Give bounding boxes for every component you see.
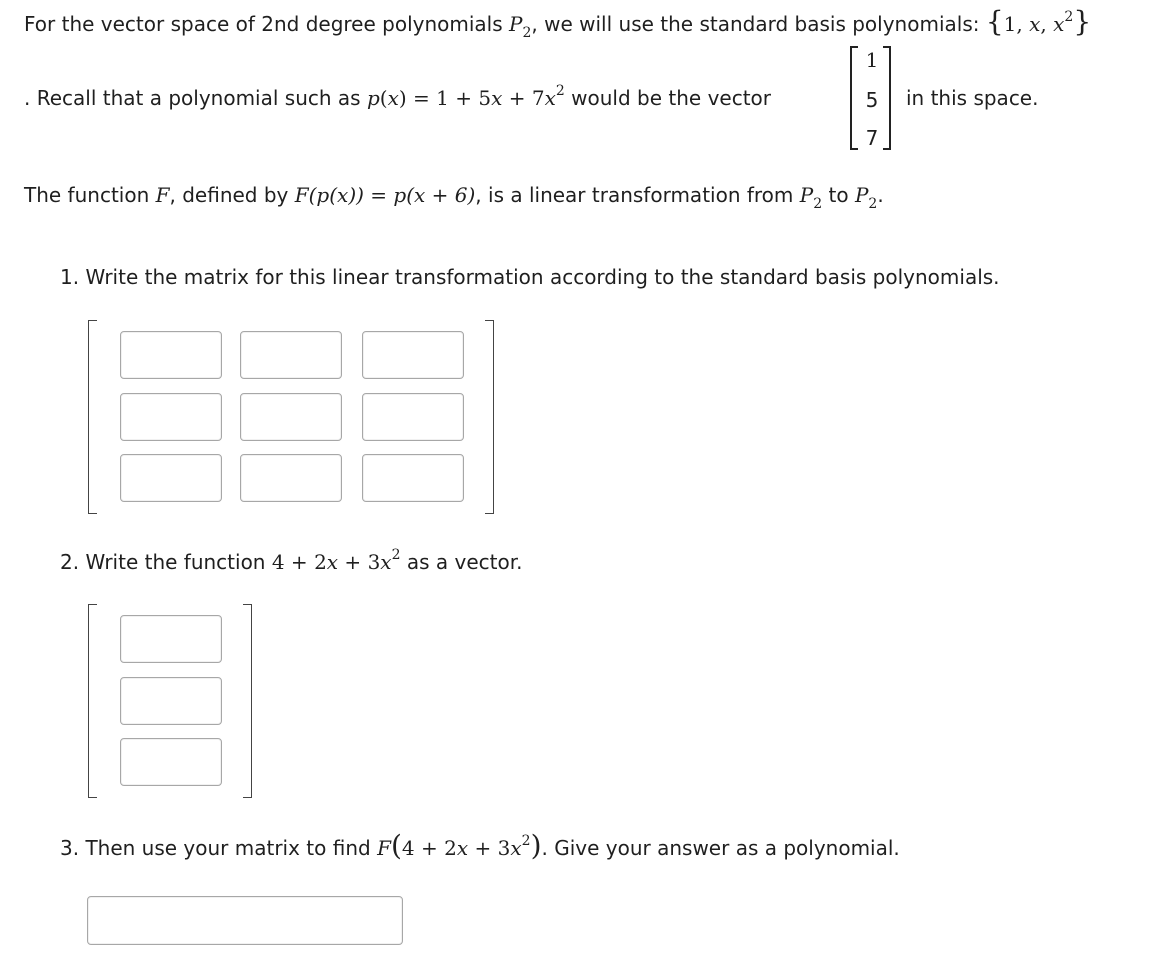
def-expr-right: p(x + 6) (393, 183, 476, 207)
coef-0: 4 (271, 550, 285, 574)
plus-sign: + (448, 86, 479, 110)
equals-sign: = (406, 86, 437, 110)
matrix-cell-r2-c3[interactable] (362, 393, 464, 441)
space-letter: P (799, 183, 814, 207)
polynomial-answer-input[interactable] (87, 896, 403, 945)
vector-answer-left-bracket (88, 604, 97, 798)
paren: ( (379, 86, 388, 110)
question-3-text: 3. Then use your matrix to find (60, 836, 378, 860)
basis-open-brace: { (985, 5, 1004, 38)
paren: ) (530, 829, 542, 862)
recall-period: . (24, 86, 31, 110)
question-1-label (60, 263, 1000, 291)
matrix-cell-r1-c1[interactable] (120, 331, 222, 379)
intro-text-mid: , we will use the standard basis polynomials: (531, 12, 986, 36)
equals-sign: = (363, 183, 394, 207)
def-expr-left: F(p(x)) (294, 183, 364, 207)
space-subscript: 2 (813, 196, 823, 212)
coef-0: 1 (436, 86, 449, 110)
plus-sign: + (338, 550, 368, 574)
var-x: x (510, 836, 522, 860)
def-end: . (877, 183, 884, 207)
question-3-text-after: . Give your answer as a polynomial. (541, 836, 900, 860)
space-subscript: 2 (522, 25, 532, 41)
matrix-cell-r1-c3[interactable] (362, 331, 464, 379)
recall-text-mid: would be the vector (564, 86, 772, 110)
basis-exponent: 2 (1064, 9, 1074, 25)
plus-sign: + (468, 836, 498, 860)
question-1-text: 1. Write the matrix for this linear transformation according to the standard basis polynomials. (60, 265, 1000, 289)
exponent: 2 (521, 833, 531, 849)
coef-1: 2 (314, 550, 327, 574)
coef-2: 7 (531, 86, 545, 110)
basis-comma: , (1040, 12, 1047, 36)
matrix-cell-r2-c1[interactable] (120, 393, 222, 441)
vector-cell-2[interactable] (120, 677, 222, 725)
to-word: to (822, 183, 855, 207)
basis-comma: , (1016, 12, 1023, 36)
vector-entry: 7 (865, 126, 879, 150)
question-2-text-after: as a vector. (400, 550, 523, 574)
vector-right-bracket (883, 46, 891, 150)
vector-cell-1[interactable] (120, 615, 222, 663)
intro-text: For the vector space of 2nd degree polynomials (24, 12, 510, 36)
question-2-label (60, 548, 522, 579)
poly-name: p (366, 86, 380, 110)
paren: ( (390, 829, 402, 862)
space-letter: P (509, 12, 523, 36)
coef-2: 3 (497, 836, 511, 860)
recall-tail (906, 84, 1038, 112)
recall-line (24, 84, 771, 115)
matrix-left-bracket (88, 320, 97, 514)
matrix-cell-r3-c2[interactable] (240, 454, 342, 502)
vector-entry: 1 (865, 48, 879, 72)
matrix-cell-r1-c2[interactable] (240, 331, 342, 379)
coef-1: 2 (444, 836, 457, 860)
matrix-cell-r2-c2[interactable] (240, 393, 342, 441)
basis-close-brace: } (1073, 5, 1092, 38)
vector-entry: 5 (865, 88, 879, 112)
var-x: x (544, 86, 556, 110)
question-2-text: 2. Write the function (60, 550, 272, 574)
vector-answer-right-bracket (243, 604, 252, 798)
recall-text: Recall that a polynomial such as (30, 86, 367, 110)
space-subscript: 2 (868, 196, 878, 212)
coef-1: 5 (478, 86, 492, 110)
def-text: The function (24, 183, 156, 207)
exponent: 2 (555, 83, 565, 99)
function-name: F (377, 836, 391, 860)
basis-one: 1 (1003, 12, 1017, 36)
basis-x: x (1029, 12, 1041, 36)
question-3-label (60, 829, 900, 865)
def-text-after: , is a linear transformation from (475, 183, 800, 207)
matrix-right-bracket (485, 320, 494, 514)
matrix-cell-r3-c3[interactable] (362, 454, 464, 502)
vector-left-bracket (850, 46, 858, 150)
var-x: x (380, 550, 392, 574)
plus-sign: + (284, 550, 315, 574)
plus-sign: + (414, 836, 445, 860)
vector-cell-3[interactable] (120, 738, 222, 786)
var-x: x (326, 550, 339, 574)
var-x: x (456, 836, 469, 860)
matrix-cell-r3-c1[interactable] (120, 454, 222, 502)
exponent: 2 (391, 547, 401, 563)
def-text-mid: , defined by (169, 183, 295, 207)
basis-x-squared: x (1053, 12, 1065, 36)
coef-2: 3 (367, 550, 381, 574)
intro-line (24, 5, 1092, 41)
plus-sign: + (502, 86, 532, 110)
var-x: x (491, 86, 503, 110)
space-letter: P (854, 183, 869, 207)
coef-0: 4 (401, 836, 415, 860)
poly-arg: x (387, 86, 399, 110)
function-def-line (24, 181, 884, 212)
function-name: F (155, 183, 170, 207)
paren: ) (398, 86, 407, 110)
recall-text-after: in this space. (906, 86, 1039, 110)
